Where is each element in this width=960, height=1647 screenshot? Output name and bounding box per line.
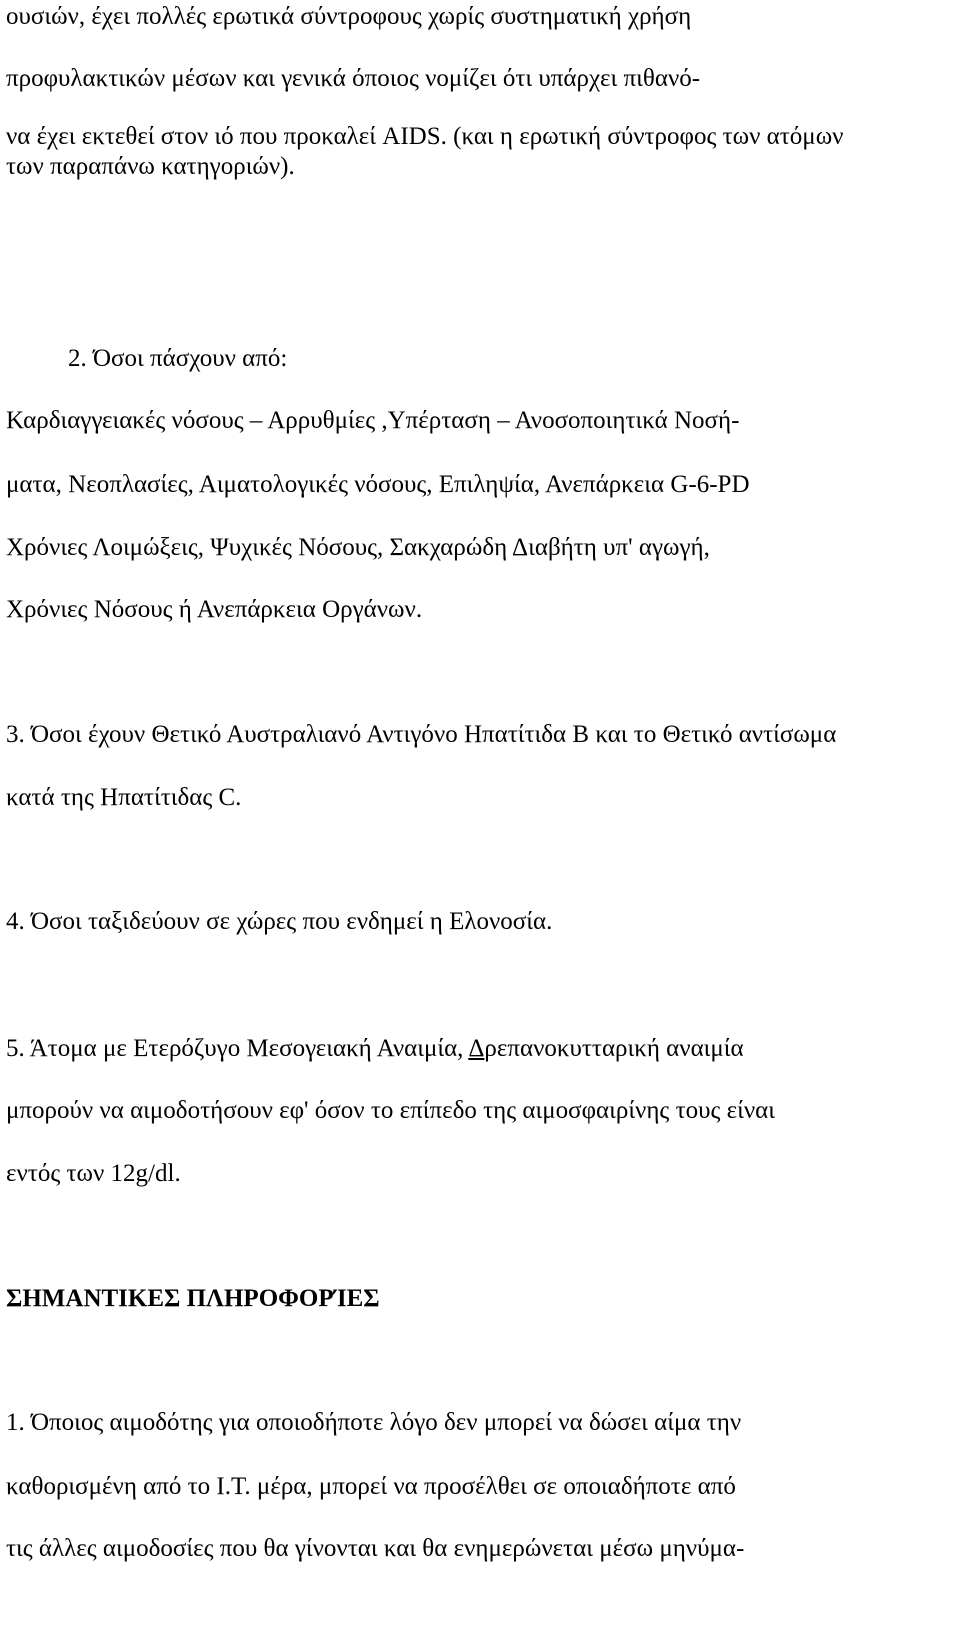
item-5-line-1-end: ρεπανοκυτταρική αναιμία [484, 1035, 744, 1062]
item-5-line-3: εντός των 12g/dl. [6, 1160, 181, 1187]
item-2-line-4: Χρόνιες Νόσους ή Ανεπάρκεια Οργάνων. [6, 596, 423, 623]
item-2-line-1: Καρδιαγγειακές νόσους – Αρρυθμίες ,Υπέρταση – Ανοσοποιητικά Νοσή- [6, 407, 740, 434]
intro-line-4: των παραπάνω κατηγοριών). [6, 153, 295, 180]
item-3-line-1: 3. Όσοι έχουν Θετικό Αυστραλιανό Αντιγόνο Ηπατίτιδα Β και το Θετικό αντίσωμα [6, 721, 837, 748]
item-2-heading: 2. Όσοι πάσχουν από: [68, 345, 288, 372]
item-5-line-2: μπορούν να αιμοδοτήσουν εφ' όσον το επίπεδο της αιμοσφαιρίνης τους είναι [6, 1097, 776, 1124]
important-item-1-line-3: τις άλλες αιμοδοσίες που θα γίνονται και θα ενημερώνεται μέσω μηνύμα- [6, 1535, 745, 1562]
important-item-1-line-1: 1. Όποιος αιμοδότης για οποιοδήποτε λόγο δεν μπορεί να δώσει αίμα την [6, 1409, 742, 1436]
item-5-line-1 [6, 1034, 744, 1064]
item-2-line-3: Χρόνιες Λοιμώξεις, Ψυχικές Νόσους, Σακχαρώδη Διαβήτη υπ' αγωγή, [6, 534, 710, 561]
important-item-1-line-2: καθορισμένη από το Ι.Τ. μέρα, μπορεί να προσέλθει σε οποιαδήποτε από [6, 1473, 736, 1500]
item-2-line-2: ματα, Νεοπλασίες, Αιματολογικές νόσους, Επιληψία, Ανεπάρκεια G-6-PD [6, 471, 750, 498]
intro-line-1: ουσιών, έχει πολλές ερωτικά σύντροφους χωρίς συστηματική χρήση [6, 3, 692, 30]
item-4-line-1: 4. Όσοι ταξιδεύουν σε χώρες που ενδημεί η Ελονοσία. [6, 908, 553, 935]
item-3-line-2: κατά της Ηπατίτιδας C. [6, 784, 242, 811]
item-5-underlined-letter: Δ [468, 1035, 485, 1062]
intro-line-3: να έχει εκτεθεί στον ιό που προκαλεί AIDS. (και η ερωτική σύντροφος των ατόμων [6, 123, 844, 150]
important-info-heading: ΣΗΜΑΝΤΙΚΕΣ ΠΛΗΡΟΦΟΡΊΕΣ [6, 1285, 380, 1312]
item-5-line-1-start: 5. Άτομα με Ετερόζυγο Μεσογειακή Αναιμία, [6, 1035, 469, 1062]
intro-line-2: προφυλακτικών μέσων και γενικά όποιος νομίζει ότι υπάρχει πιθανό- [6, 65, 701, 92]
